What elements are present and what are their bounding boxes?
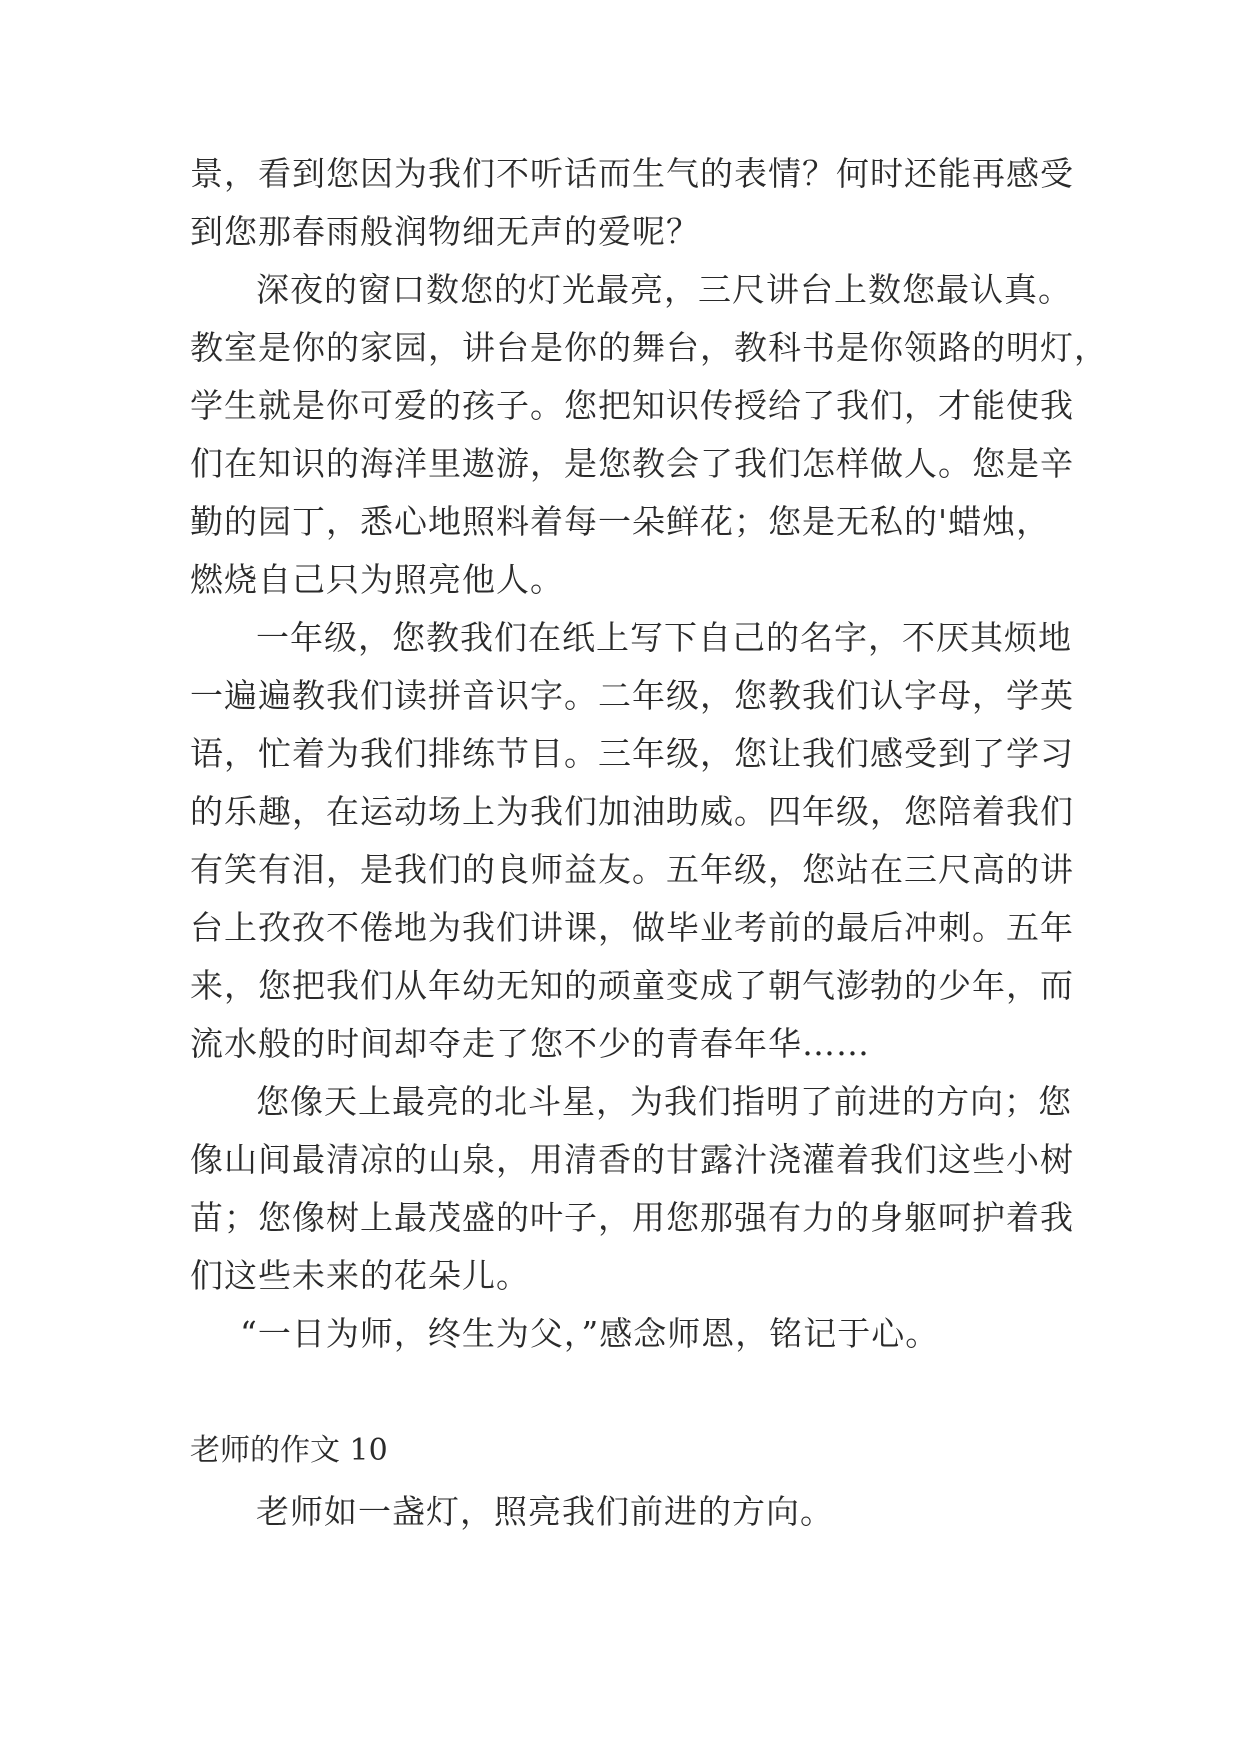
section-title: 老师的作文 10 (190, 1433, 388, 1468)
text-line: 勤的园丁，悉心地照料着每一朵鲜花；您是无私的'蜡烛， (190, 502, 1051, 541)
paragraph-start: 您像天上最亮的北斗星，为我们指明了前进的方向；您 (256, 1082, 1072, 1121)
text-line: 们这些未来的花朵儿。 (190, 1256, 530, 1295)
text-line: 有笑有泪，是我们的良师益友。五年级，您站在三尺高的讲 (190, 850, 1074, 889)
text-line: 景，看到您因为我们不听话而生气的表情？何时还能再感受 (190, 154, 1074, 193)
paragraph-start: 深夜的窗口数您的灯光最亮，三尺讲台上数您最认真。 (256, 270, 1072, 309)
text-line: 流水般的时间却夺走了您不少的青春年华…… (190, 1024, 870, 1063)
text-line: 到您那春雨般润物细无声的爱呢？ (190, 212, 700, 251)
text-line: 来，您把我们从年幼无知的顽童变成了朝气澎勃的少年，而 (190, 966, 1074, 1005)
text-line: 燃烧自己只为照亮他人。 (190, 560, 564, 599)
text-line: 教室是你的家园，讲台是你的舞台，教科书是你领路的明灯， (190, 328, 1108, 367)
text-line: 台上孜孜不倦地为我们讲课，做毕业考前的最后冲刺。五年 (190, 908, 1074, 947)
paragraph-start: 一年级，您教我们在纸上写下自己的名字，不厌其烦地 (256, 618, 1072, 657)
text-line: 苗；您像树上最茂盛的叶子，用您那强有力的身躯呵护着我 (190, 1198, 1074, 1237)
paragraph-start: 老师如一盏灯，照亮我们前进的方向。 (256, 1492, 834, 1531)
text-line: 像山间最清凉的山泉，用清香的甘露汁浇灌着我们这些小树 (190, 1140, 1074, 1179)
text-line: 学生就是你可爱的孩子。您把知识传授给了我们，才能使我 (190, 386, 1074, 425)
text-line: 们在知识的海洋里遨游，是您教会了我们怎样做人。您是辛 (190, 444, 1074, 483)
text-line: 的乐趣，在运动场上为我们加油助威。四年级，您陪着我们 (190, 792, 1074, 831)
quote-line: “一日为师，终生为父，”感念师恩，铭记于心。 (240, 1314, 940, 1353)
text-line: 语，忙着为我们排练节目。三年级，您让我们感受到了学习 (190, 734, 1074, 773)
text-line: 一遍遍教我们读拼音识字。二年级，您教我们认字母，学英 (190, 676, 1074, 715)
